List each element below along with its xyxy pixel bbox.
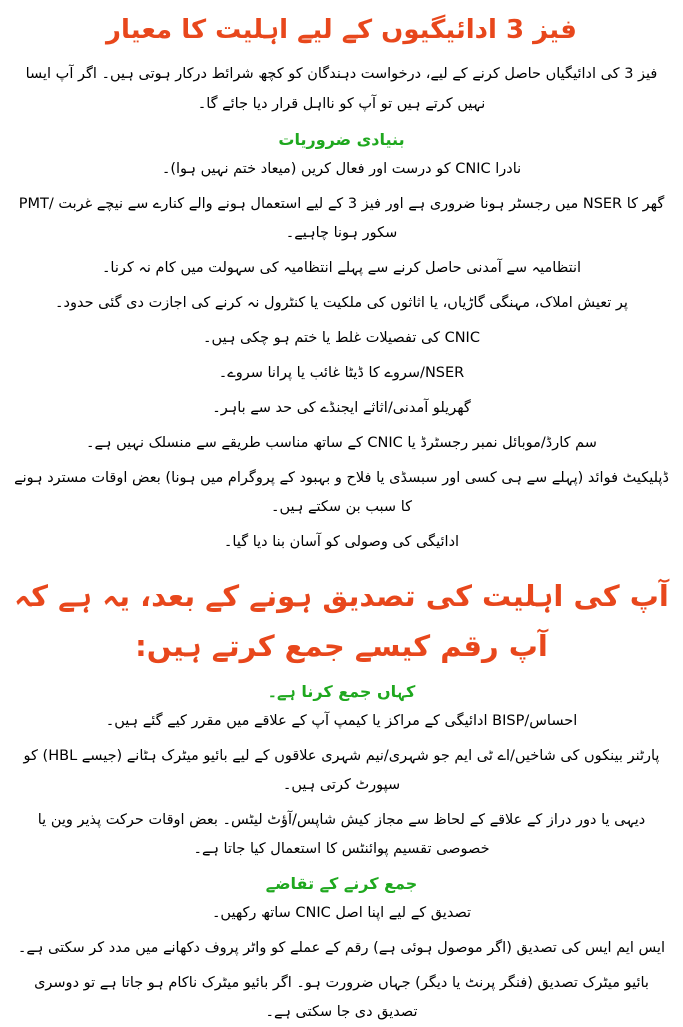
basic-requirement-line: نادرا CNIC کو درست اور فعال کریں (میعاد ختم نہیں ہوا)۔ — [161, 160, 522, 177]
where-to-collect-line: دیہی یا دور دراز کے علاقے کے لحاظ سے مجاز کیش شاپس/آؤٹ لیٹس۔ بعض اوقات حرکت پذیر وین یا خصوصی تقسیم پوائنٹس کا استعمال کیا جاتا ہے۔ — [37, 812, 646, 858]
basic-requirement-line: NSER/سروے کا ڈیٹا غائب یا پرانا سروے۔ — [218, 364, 465, 381]
intro-paragraph: فیز 3 کی ادائیگیاں حاصل کرنے کے لیے، درخواست دہندگان کو کچھ شرائط درکار ہوتی ہیں۔ اگر آپ ایسا نہیں کرتے ہیں تو آپ کو نااہل قرار دیا جائے گا۔ — [25, 66, 658, 113]
collection-requirement-line: بائیو میٹرک تصدیق (فنگر پرنٹ یا دیگر) جہاں ضرورت ہو۔ اگر بائیو میٹرک ناکام ہو جاتا ہے تو دوسری تصدیق دی جا سکتی ہے۔ — [34, 975, 649, 1021]
basic-requirement-line: گھریلو آمدنی/اثاثے ایجنڈے کی حد سے باہر۔ — [212, 399, 471, 416]
where-to-collect-line: پارٹنر بینکوں کی شاخیں/اے ٹی ایم جو شہری/نیم شہری علاقوں کے لیے بائیو میٹرک ہٹانے (جیسے HBL) کو سپورٹ کرتی ہیں۔ — [23, 748, 660, 794]
section-heading-where-to-collect: کہاں جمع کرنا ہے۔ — [267, 682, 416, 702]
page-title: فیز 3 ادائیگیوں کے لیے اہلیت کا معیار — [106, 15, 577, 45]
basic-requirement-line: ادائیگی کی وصولی کو آسان بنا دیا گیا۔ — [223, 533, 460, 550]
where-to-collect-line: احساس/BISP ادائیگی کے مراکز یا کیمپ آپ کے علاقے میں مقرر کیے گئے ہیں۔ — [105, 713, 578, 730]
basic-requirement-line: انتظامیہ سے آمدنی حاصل کرنے سے پہلے انتظامیہ کی سہولت میں کام نہ کرنا۔ — [101, 259, 582, 276]
basic-requirement-line: سم کارڈ/موبائل نمبر رجسٹرڈ یا CNIC کے ساتھ مناسب طریقے سے منسلک نہیں ہے۔ — [86, 434, 597, 451]
basic-requirement-line: CNIC کی تفصیلات غلط یا ختم ہو چکی ہیں۔ — [203, 329, 480, 346]
collection-requirement-line: تصدیق کے لیے اپنا اصل CNIC ساتھ رکھیں۔ — [211, 905, 472, 922]
section-heading-basic-requirements: بنیادی ضروریات — [278, 129, 405, 149]
basic-requirement-line: گھر کا NSER میں رجسٹر ہونا ضروری ہے اور فیز 3 کے لیے استعمال ہونے والے کنارے سے نیچے غربت /PMT سکور ہونا چاہیے۔ — [18, 195, 665, 241]
section-heading-collection-requirements: جمع کرنے کے تقاضے — [265, 874, 418, 894]
collection-requirement-line: ایس ایم ایس کی تصدیق (اگر موصول ہوئی ہے) رقم کے عملے کو واٹر پروف دکھانے میں مدد کر سکتی ہے۔ — [17, 940, 666, 957]
section-heading-how-to-collect: آپ کی اہلیت کی تصدیق ہونے کے بعد، یہ ہے کہ آپ رقم کیسے جمع کرتے ہیں: — [14, 578, 669, 664]
basic-requirement-line: ڈپلیکیٹ فوائد (پہلے سے ہی کسی اور سبسڈی یا فلاح و بہبود کے پروگرام میں ہونا) بعض اوقات مسترد ہونے کا سبب بن سکتے ہیں۔ — [14, 469, 669, 515]
basic-requirement-line: پر تعیش املاک، مہنگی گاڑیاں، یا اثاثوں کی ملکیت یا کنٹرول نہ کرنے کی اجازت دی گئی حدود۔ — [55, 294, 628, 311]
